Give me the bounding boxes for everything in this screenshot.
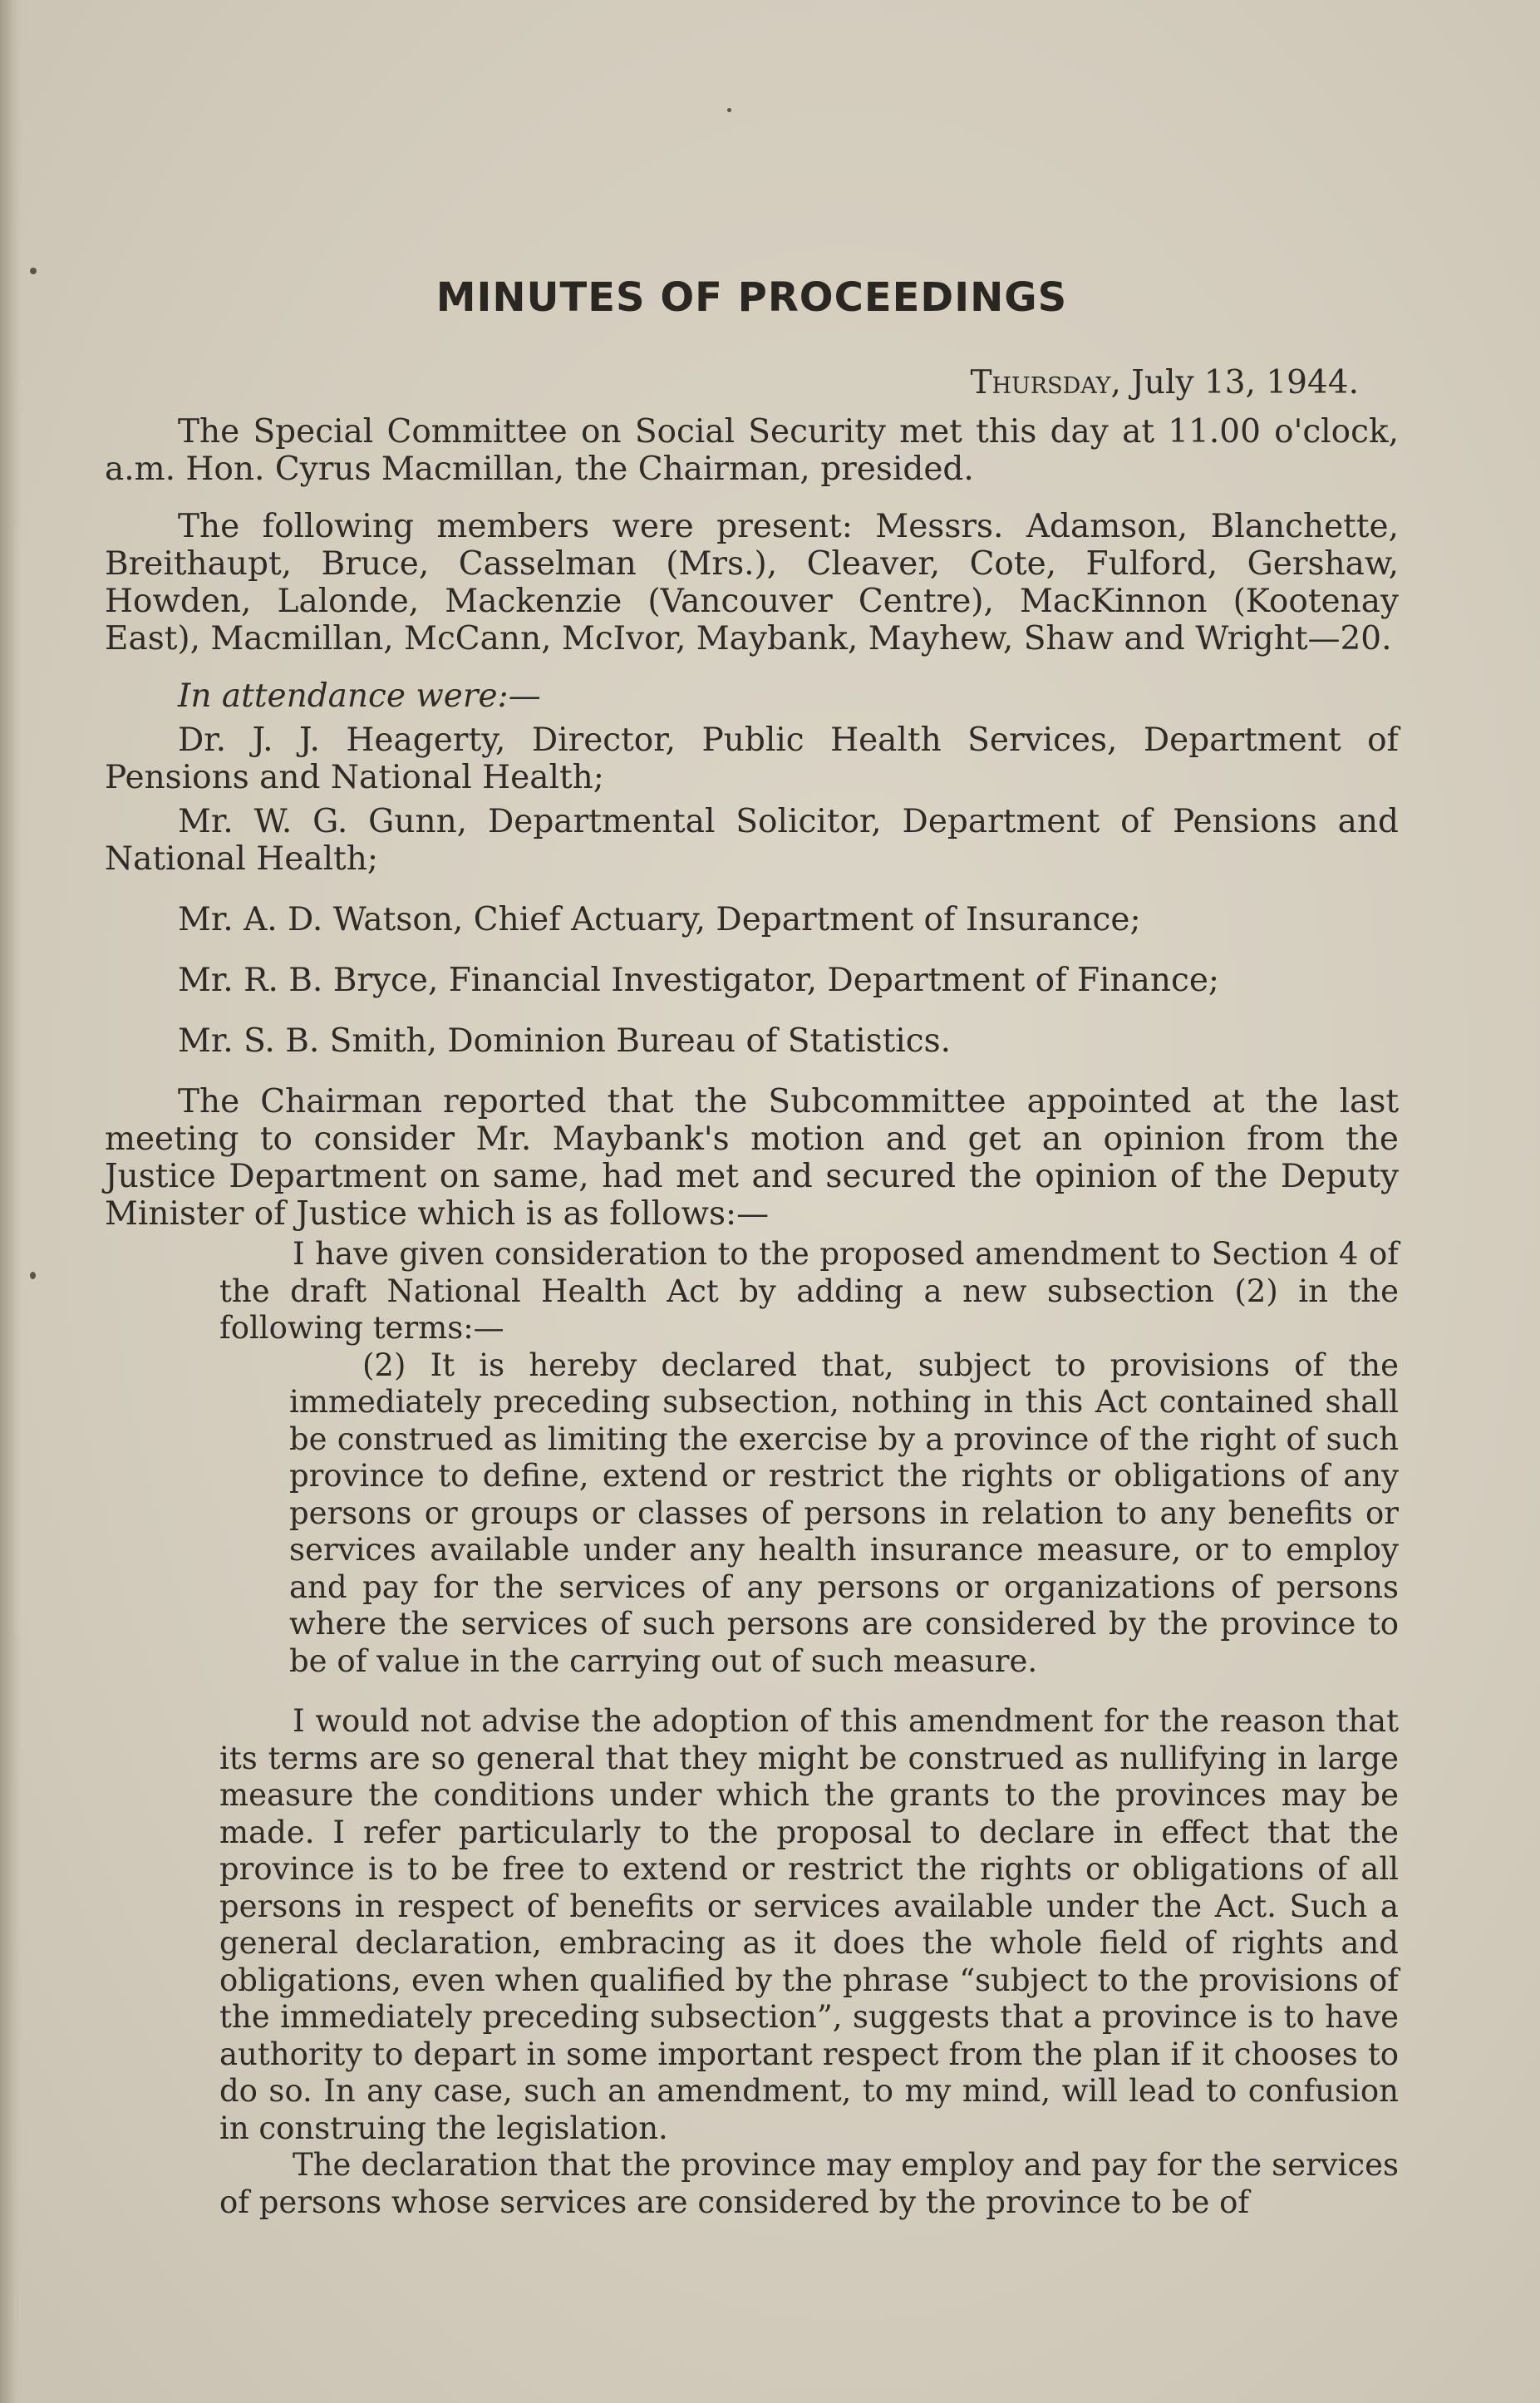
meeting-date-text: , July 13, 1944. bbox=[1110, 364, 1359, 401]
attendee-item: Mr. A. D. Watson, Chief Actuary, Department of Insurance; bbox=[178, 901, 1141, 938]
quoted-opinion-declaration: The declaration that the province may employ and pay for the services of persons whose services are considered by the province to be of bbox=[219, 2147, 1399, 2220]
meeting-date bbox=[105, 364, 1359, 401]
page-title: MINUTES OF PROCEEDINGS bbox=[435, 274, 1068, 321]
page-speck bbox=[727, 108, 731, 112]
text-column bbox=[105, 274, 1399, 2221]
page-spine-shadow bbox=[0, 0, 22, 2403]
quoted-opinion-intro: I have given consideration to the proposed amendment to Section 4 of the draft National Health Act by adding a new subsection (2) in the following terms:— bbox=[219, 1236, 1399, 1346]
members-present-paragraph: The following members were present: Messrs. Adamson, Blanchette, Breithaupt, Bruce, Casselman (Mrs.), Cleaver, Cote, Fulford, Gershaw, Howden, Lalonde, Mackenzie (Vancouver Centre), MacKinnon (Kootenay East), Macmillan, McCann, McIvor, Maybank, Mayhew, Shaw and Wright—20. bbox=[105, 508, 1399, 657]
meeting-day: Thursday bbox=[970, 364, 1111, 401]
attendee-item: Mr. R. B. Bryce, Financial Investigator, Department of Finance; bbox=[178, 962, 1220, 999]
attendee-item: Mr. S. B. Smith, Dominion Bureau of Statistics. bbox=[178, 1022, 951, 1060]
attendee-item: Mr. W. G. Gunn, Departmental Solicitor, Department of Pensions and National Health; bbox=[105, 803, 1399, 878]
attendee-item: Dr. J. J. Heagerty, Director, Public Health Services, Department of Pensions and National Health; bbox=[105, 721, 1399, 796]
quoted-subsection: (2) It is hereby declared that, subject to provisions of the immediately preceding subsection, nothing in this Act contained shall be construed as limiting the exercise by a province of the right of such province to define, extend or restrict the rights or obligations of any persons or groups or classes of persons in relation to any benefits or services available under any health insurance measure, or to employ and pay for the services of any persons or organizations of persons where the services of such persons are considered by the province to be of value in the carrying out of such measure. bbox=[289, 1347, 1399, 1679]
page-speck bbox=[30, 268, 37, 274]
attendance-heading: In attendance were:— bbox=[178, 677, 541, 715]
quoted-opinion-advice: I would not advise the adoption of this amendment for the reason that its terms are so general that they might be construed as nullifying in large measure the conditions under which the grants to the provinces may be made. I refer particularly to the proposal to declare in effect that the province is to be free to extend or restrict the rights or obligations of all persons in respect of benefits or services available under the Act. Such a general declaration, embracing as it does the whole field of rights and obligations, even when qualified by the phrase “subject to the provisions of the immediately preceding subsection”, suggests that a province is to have authority to depart in some important respect from the plan if it chooses to do so. In any case, such an amendment, to my mind, will lead to confusion in construing the legislation. bbox=[219, 1703, 1399, 2146]
page-speck bbox=[30, 1272, 36, 1279]
opening-paragraph: The Special Committee on Social Security met this day at 11.00 o'clock, a.m. Hon. Cyrus Macmillan, the Chairman, presided. bbox=[105, 413, 1399, 488]
chairman-report-paragraph: The Chairman reported that the Subcommittee appointed at the last meeting to consider Mr. Maybank's motion and get an opinion from the Justice Department on same, had met and secured the opinion of the Deputy Minister of Justice which is as follows:— bbox=[105, 1083, 1399, 1233]
